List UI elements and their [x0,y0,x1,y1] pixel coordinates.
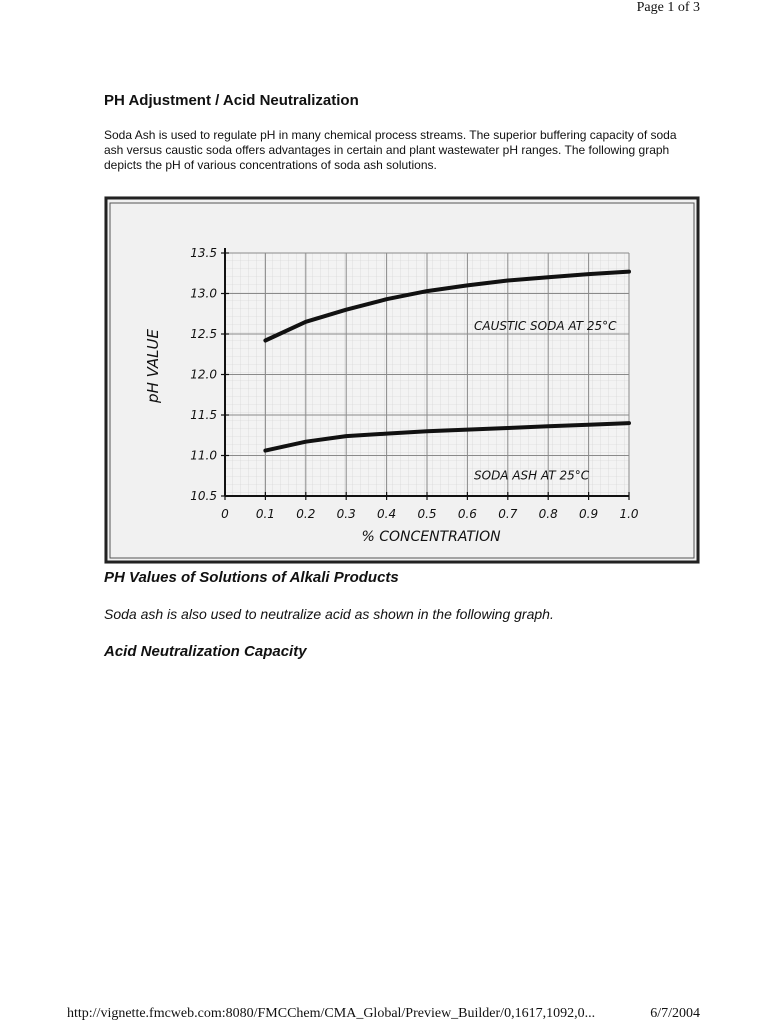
y-tick-label: 11.0 [190,448,217,463]
y-tick-label: 13.0 [190,286,217,301]
footer-date: 6/7/2004 [650,1006,700,1021]
chart-caption: PH Values of Solutions of Alkali Products [104,569,399,586]
x-tick-label: 0.3 [336,507,356,521]
ph-chart-svg [104,196,700,564]
y-axis-label: pH VALUE [144,329,162,403]
intro-line: Soda Ash is used to regulate pH in many chemical process streams. The superior buffering capacity of soda [104,128,677,142]
ph-chart [104,196,700,564]
x-tick-label: 0.5 [417,507,437,521]
footer-url[interactable]: http://vignette.fmcweb.com:8080/FMCChem/CMA_Global/Preview_Builder/0,1617,1092,0... [67,1006,596,1021]
subsection-title: Acid Neutralization Capacity [104,643,307,660]
x-tick-label: 1.0 [619,507,639,521]
intro-line: ash versus caustic soda offers advantages in certain and plant wastewater pH ranges. The following graph [104,143,670,157]
x-tick-label: 0.6 [457,507,477,521]
x-tick-label: 0.9 [579,507,599,521]
y-tick-label: 12.5 [190,327,217,341]
section-title: PH Adjustment / Acid Neutralization [104,92,359,109]
x-tick-label: 0.7 [498,507,518,521]
x-tick-label: 0.2 [296,507,316,521]
y-tick-label: 10.5 [190,489,217,503]
intro-paragraph [104,128,701,173]
page-number: Page 1 of 3 [636,0,700,15]
x-tick-label: 0.4 [377,507,397,521]
neutralize-text: Soda ash is also used to neutralize acid as shown in the following graph. [104,606,554,622]
x-tick-label: 0.1 [255,507,275,521]
x-tick-label: 0 [221,507,229,521]
x-tick-label: 0.8 [538,507,558,521]
y-tick-label: 12.0 [190,367,217,382]
y-tick-label: 11.5 [190,408,217,422]
series-label-soda-ash: SODA ASH AT 25°C [474,468,590,483]
intro-line: depicts the pH of various concentrations of soda ash solutions. [104,158,437,172]
y-tick-label: 13.5 [190,246,217,260]
plot-area [190,246,639,521]
x-axis-label: % CONCENTRATION [361,529,501,545]
series-label-caustic-soda: CAUSTIC SODA AT 25°C [474,318,617,333]
